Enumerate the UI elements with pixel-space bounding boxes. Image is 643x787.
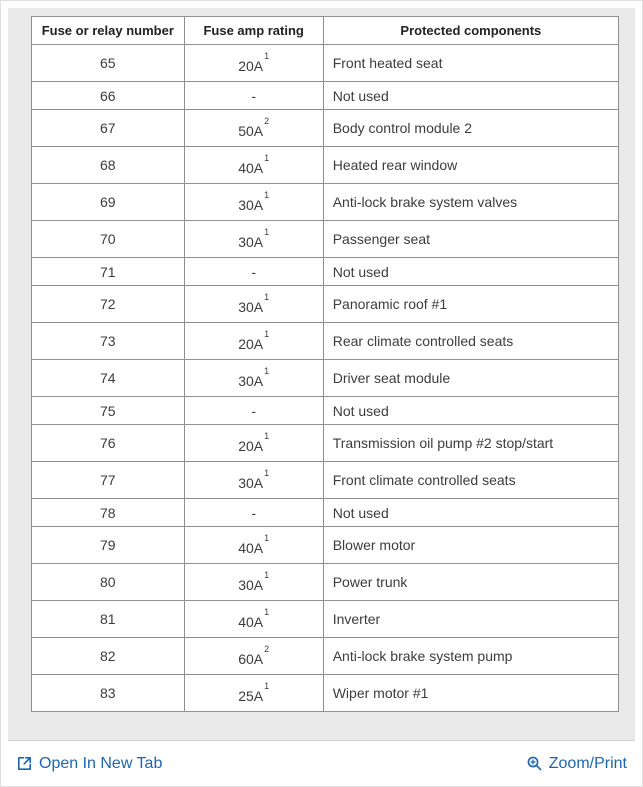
amp-rating-cell xyxy=(184,184,323,221)
fuse-number-cell: 71 xyxy=(32,258,185,286)
amp-rating-value: 30A xyxy=(238,373,264,390)
header-fuse-number: Fuse or relay number xyxy=(32,17,185,45)
amp-rating-cell xyxy=(184,564,323,601)
zoom-print-label: Zoom/Print xyxy=(548,754,627,772)
amp-rating-value: 25A xyxy=(238,688,264,705)
amp-rating-value: 40A xyxy=(238,160,264,177)
protected-component-cell: Anti-lock brake system valves xyxy=(323,184,618,221)
amp-rating-footnote: 1 xyxy=(264,680,270,691)
table-row xyxy=(32,360,619,397)
protected-component-cell: Transmission oil pump #2 stop/start xyxy=(323,425,618,462)
fuse-number-cell: 66 xyxy=(32,82,185,110)
fuse-number-cell: 72 xyxy=(32,286,185,323)
open-in-new-tab-icon xyxy=(16,755,33,772)
amp-rating-value: 40A xyxy=(238,540,264,557)
amp-rating-footnote: 2 xyxy=(264,115,270,126)
table-row xyxy=(32,425,619,462)
table-row xyxy=(32,184,619,221)
amp-rating-cell xyxy=(184,45,323,82)
protected-component-cell: Rear climate controlled seats xyxy=(323,323,618,360)
amp-rating-value: 30A xyxy=(238,197,264,214)
protected-component-cell: Heated rear window xyxy=(323,147,618,184)
table-row xyxy=(32,147,619,184)
viewer-footer xyxy=(8,740,635,786)
fuse-number-cell: 67 xyxy=(32,110,185,147)
table-row xyxy=(32,286,619,323)
open-in-new-tab-link[interactable] xyxy=(16,755,162,773)
protected-component-cell: Driver seat module xyxy=(323,360,618,397)
protected-component-cell: Power trunk xyxy=(323,564,618,601)
zoom-magnifier-icon xyxy=(526,755,543,772)
table-row xyxy=(32,527,619,564)
fuse-table xyxy=(31,16,619,712)
amp-rating-footnote: 1 xyxy=(264,50,270,61)
amp-rating-value: 20A xyxy=(238,438,264,455)
fuse-number-cell: 75 xyxy=(32,397,185,425)
amp-rating-value: 30A xyxy=(238,577,264,594)
amp-rating-cell xyxy=(184,425,323,462)
amp-rating-footnote: 1 xyxy=(264,152,270,163)
amp-rating-footnote: 2 xyxy=(264,643,270,654)
amp-rating-value: 30A xyxy=(238,299,264,316)
amp-rating-footnote: 1 xyxy=(264,532,270,543)
fuse-table-body xyxy=(32,45,619,712)
amp-rating-footnote: 1 xyxy=(264,291,270,302)
fuse-number-cell: 68 xyxy=(32,147,185,184)
amp-rating-value: 40A xyxy=(238,614,264,631)
header-protected-components: Protected components xyxy=(323,17,618,45)
amp-rating-footnote: 1 xyxy=(264,365,270,376)
table-header-row xyxy=(32,17,619,45)
fuse-number-cell: 77 xyxy=(32,462,185,499)
amp-rating-value: 30A xyxy=(238,234,264,251)
table-row xyxy=(32,499,619,527)
amp-rating-value: - xyxy=(251,263,256,280)
protected-component-cell: Passenger seat xyxy=(323,221,618,258)
protected-component-cell: Not used xyxy=(323,397,618,425)
header-amp-rating: Fuse amp rating xyxy=(184,17,323,45)
amp-rating-value: - xyxy=(251,87,256,104)
fuse-number-cell: 76 xyxy=(32,425,185,462)
amp-rating-footnote: 1 xyxy=(264,226,270,237)
fuse-number-cell: 79 xyxy=(32,527,185,564)
table-row xyxy=(32,45,619,82)
fuse-number-cell: 80 xyxy=(32,564,185,601)
amp-rating-footnote: 1 xyxy=(264,569,270,580)
table-row xyxy=(32,323,619,360)
amp-rating-footnote: 1 xyxy=(264,328,270,339)
protected-component-cell: Inverter xyxy=(323,601,618,638)
amp-rating-value: 60A xyxy=(238,651,264,668)
table-row xyxy=(32,110,619,147)
fuse-number-cell: 83 xyxy=(32,675,185,712)
amp-rating-cell xyxy=(184,527,323,564)
protected-component-cell: Not used xyxy=(323,258,618,286)
amp-rating-footnote: 1 xyxy=(264,467,270,478)
amp-rating-value: 20A xyxy=(238,58,264,75)
amp-rating-footnote: 1 xyxy=(264,189,270,200)
protected-component-cell: Front heated seat xyxy=(323,45,618,82)
amp-rating-value: 30A xyxy=(238,475,264,492)
table-row xyxy=(32,638,619,675)
protected-component-cell: Wiper motor #1 xyxy=(323,675,618,712)
protected-component-cell: Panoramic roof #1 xyxy=(323,286,618,323)
amp-rating-cell xyxy=(184,601,323,638)
fuse-number-cell: 65 xyxy=(32,45,185,82)
amp-rating-footnote: 1 xyxy=(264,606,270,617)
protected-component-cell: Front climate controlled seats xyxy=(323,462,618,499)
amp-rating-cell xyxy=(184,499,323,527)
amp-rating-cell xyxy=(184,397,323,425)
fuse-number-cell: 81 xyxy=(32,601,185,638)
amp-rating-cell xyxy=(184,462,323,499)
amp-rating-cell xyxy=(184,675,323,712)
table-row xyxy=(32,564,619,601)
protected-component-cell: Not used xyxy=(323,499,618,527)
amp-rating-footnote: 1 xyxy=(264,430,270,441)
table-area xyxy=(8,8,635,740)
amp-rating-cell xyxy=(184,258,323,286)
amp-rating-cell xyxy=(184,221,323,258)
protected-component-cell: Not used xyxy=(323,82,618,110)
amp-rating-cell xyxy=(184,82,323,110)
zoom-print-link[interactable] xyxy=(526,755,627,773)
amp-rating-cell xyxy=(184,638,323,675)
protected-component-cell: Body control module 2 xyxy=(323,110,618,147)
amp-rating-cell xyxy=(184,110,323,147)
fuse-number-cell: 69 xyxy=(32,184,185,221)
table-row xyxy=(32,601,619,638)
protected-component-cell: Anti-lock brake system pump xyxy=(323,638,618,675)
table-row xyxy=(32,397,619,425)
amp-rating-value: 50A xyxy=(238,123,264,140)
table-row xyxy=(32,675,619,712)
fuse-number-cell: 82 xyxy=(32,638,185,675)
amp-rating-cell xyxy=(184,147,323,184)
table-row xyxy=(32,258,619,286)
fuse-number-cell: 73 xyxy=(32,323,185,360)
amp-rating-value: 20A xyxy=(238,336,264,353)
amp-rating-cell xyxy=(184,286,323,323)
fuse-number-cell: 74 xyxy=(32,360,185,397)
fuse-number-cell: 78 xyxy=(32,499,185,527)
amp-rating-value: - xyxy=(251,504,256,521)
table-row xyxy=(32,221,619,258)
protected-component-cell: Blower motor xyxy=(323,527,618,564)
amp-rating-cell xyxy=(184,323,323,360)
amp-rating-cell xyxy=(184,360,323,397)
amp-rating-value: - xyxy=(251,402,256,419)
table-row xyxy=(32,82,619,110)
table-row xyxy=(32,462,619,499)
fuse-number-cell: 70 xyxy=(32,221,185,258)
open-in-new-tab-label: Open In New Tab xyxy=(39,754,163,772)
